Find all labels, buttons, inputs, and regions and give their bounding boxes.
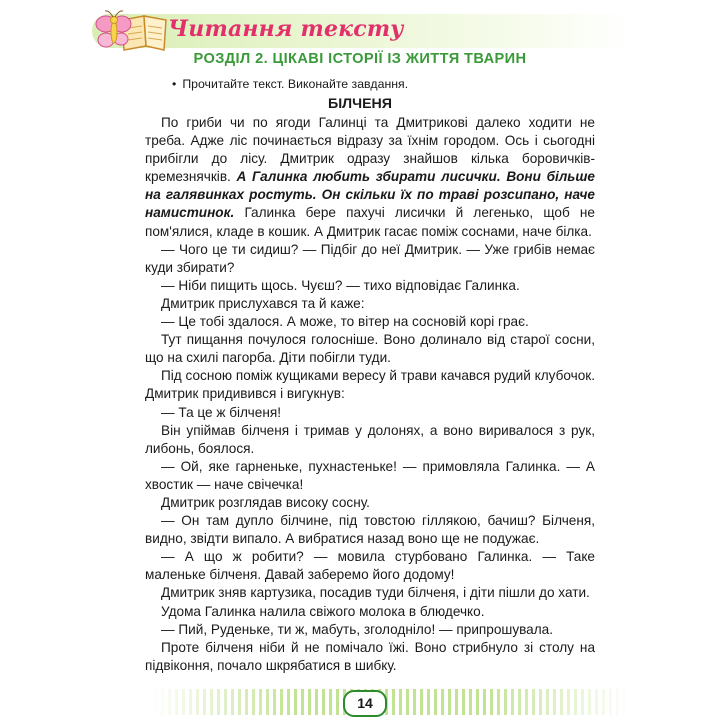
paragraph: Тут пищання почулося голосніше. Воно долинало від старої сосни, що на схилі пагорба. Діти побігли туди.	[145, 332, 595, 366]
paragraph: Дмитрик розглядав високу сосну.	[161, 494, 370, 510]
paragraph: — Ой, яке гарненьке, пухнастеньке! — примовляла Галинка. — А хвостик — наче свічечка!	[145, 458, 595, 492]
paragraph	[145, 114, 595, 241]
paragraph: Під сосною поміж кущиками вересу й трави качався рудий клубочок. Дмитрик придивився і вигукнув:	[145, 368, 595, 402]
paragraph: Він упіймав білченя і тримав у долонях, а воно виривалося з рук, либонь, боялося.	[145, 422, 595, 456]
paragraph: — А що ж робити? — мовила стурбовано Галинка. — Таке маленьке білченя. Давай заберемо його додому!	[145, 549, 595, 583]
page-number: 14	[343, 690, 387, 717]
butterfly-icon	[96, 11, 131, 47]
paragraph-part: Галинка бере пахучі лисички й легенько, щоб не пом'ялися, кладе в кошик. А Дмитрик гасає поміж соснами, наче білка.	[145, 205, 595, 239]
paragraph: — Це тобі здалося. А може, то вітер на сосновій корі грає.	[161, 314, 529, 330]
paragraph-part: По гриби чи по ягоди Галинці та Дмитрикові далеко ходити не треба. Адже ліс починається відразу за їхнім городом. Ось і сьогодні прибігли до лісу. Дмитрик одразу знайшов кілька боровичків-кремезнячків.	[145, 115, 595, 185]
paragraph: Проте білченя ніби й не помічало їжі. Воно стрибнуло зі столу на підвіконня, почало шкрябатися в шибку.	[145, 639, 595, 673]
story-title: БІЛЧЕНЯ	[328, 96, 392, 112]
paragraph: Дмитрик зняв картузика, посадив туди білченя, і діти пішли до хати.	[161, 585, 590, 601]
header-logo	[92, 8, 172, 54]
story-text	[145, 114, 595, 675]
paragraph: — Пий, Руденьке, ти ж, мабуть, зголодніло! — припрошувала.	[161, 621, 554, 637]
instruction-text: Прочитайте текст. Виконайте завдання.	[182, 77, 409, 91]
section-title: РОЗДІЛ 2. ЦІКАВІ ІСТОРІЇ ІЗ ЖИТТЯ ТВАРИН	[193, 51, 527, 67]
paragraph: — Та це ж білченя!	[161, 404, 281, 420]
instruction	[172, 77, 408, 91]
emphasis-sentence: А Галинка любить збирати лисички. Вони більше на галявинках ростуть. Он скільки їх по траві розсипано, наче намистинок.	[145, 169, 595, 221]
paragraph: Дмитрик прислухався та й каже:	[161, 295, 365, 311]
paragraph: — Ніби пищить щось. Чуєш? — тихо відповідає Галинка.	[161, 277, 520, 293]
footer-stripes	[150, 689, 630, 715]
header-title: Читання тексту	[168, 16, 404, 42]
paragraph: — Чого це ти сидиш? — Підбіг до неї Дмитрик. — Уже грибів немає куди збирати?	[145, 241, 595, 275]
paragraph: Удома Галинка налила свіжого молока в блюдечко.	[161, 603, 485, 619]
paragraph: — Он там дупло білчине, під товстою гіллякою, бачиш? Білченя, видно, звідти випало. А вибратися назад воно ще не подужає.	[145, 513, 595, 547]
instruction-bullet: •	[172, 77, 177, 91]
